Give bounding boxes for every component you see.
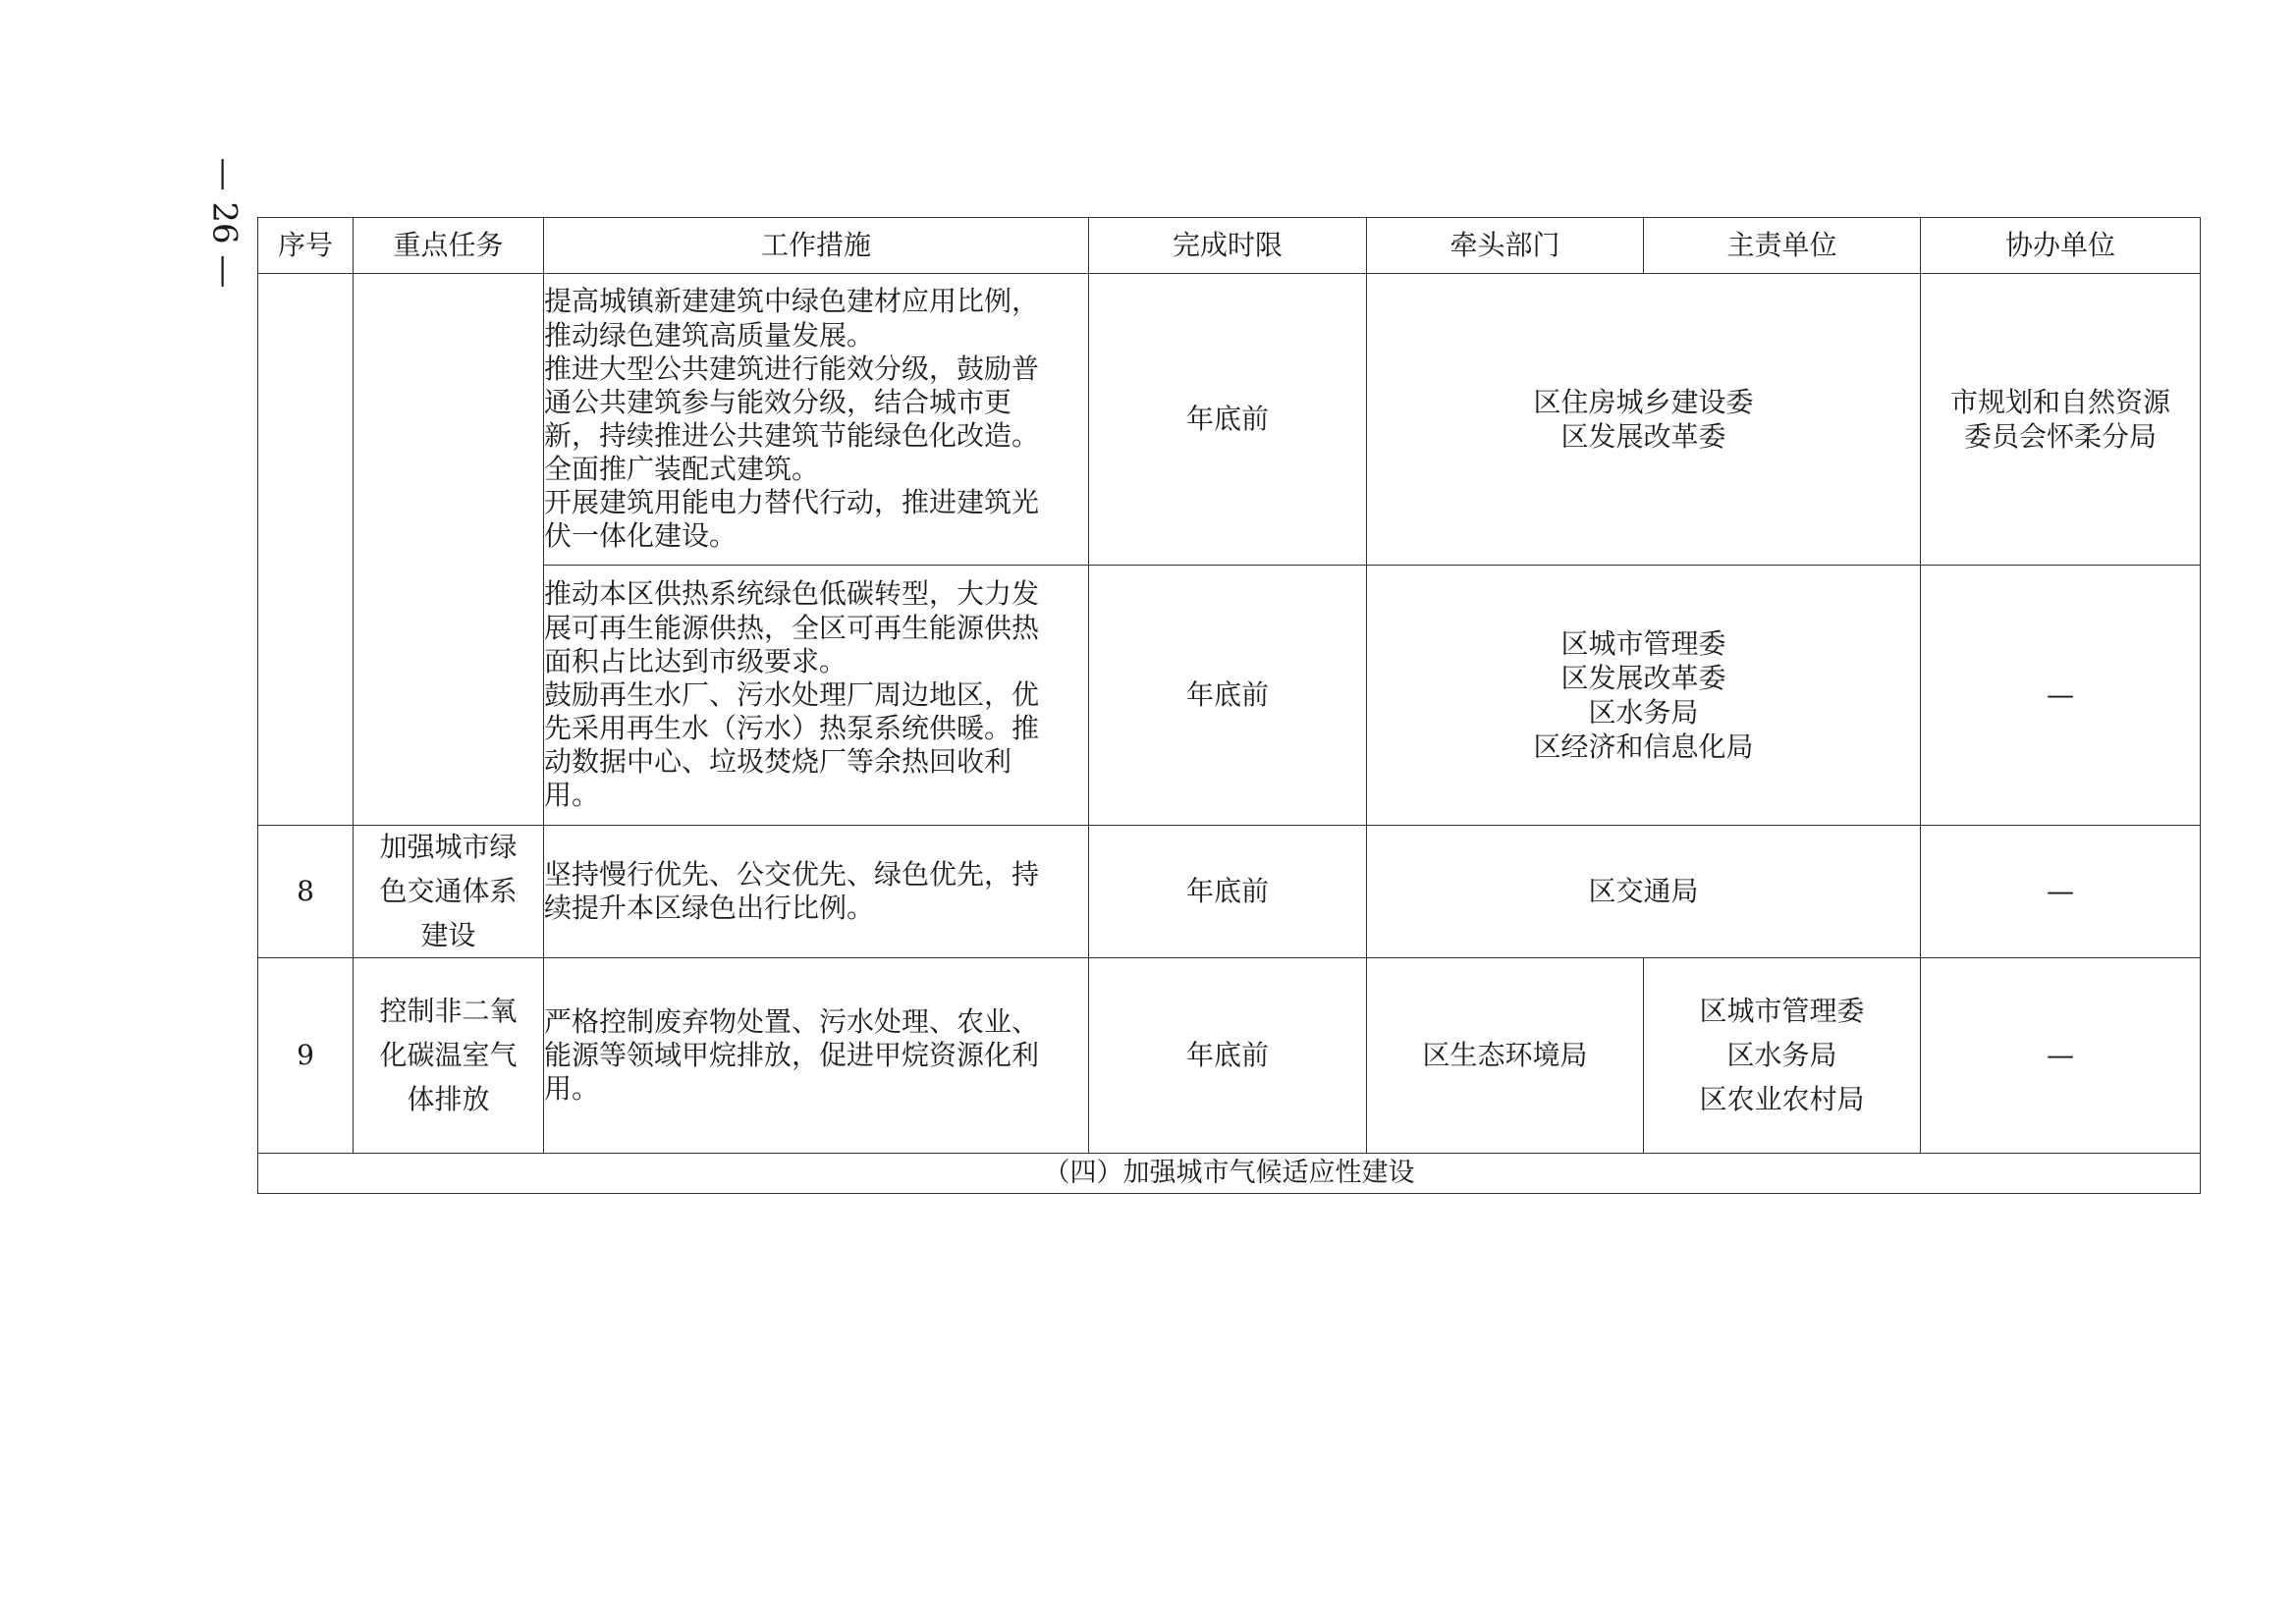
header-main-unit: 主责单位	[1644, 218, 1921, 274]
assist-line: 市规划和自然资源	[1949, 386, 2170, 418]
deadline-cell: 年底前	[1089, 274, 1367, 566]
header-deadline: 完成时限	[1089, 218, 1367, 274]
measure-line: 用。	[544, 1072, 600, 1106]
measure-line: 能源等领域甲烷排放，促进甲烷资源化利	[544, 1039, 1040, 1072]
measure-line: 坚持慢行优先、公交优先、绿色优先，持	[544, 858, 1040, 892]
header-seq: 序号	[258, 218, 354, 274]
measure-line: 开展建筑用能电力替代行动，推进建筑光	[544, 486, 1040, 519]
unit-line: 区水务局	[1726, 1038, 1837, 1071]
measures-cell	[544, 826, 1089, 958]
responsible-units-cell	[1367, 274, 1921, 566]
measure-line: 动数据中心、垃圾焚烧厂等余热回收利	[544, 745, 1012, 779]
main-unit-cell	[1644, 958, 1921, 1154]
measure-line: 续提升本区绿色出行比例。	[544, 892, 875, 925]
header-measures: 工作措施	[544, 218, 1089, 274]
section-row	[258, 1154, 2201, 1194]
unit-line: 区水务局	[1588, 696, 1699, 729]
page-number	[194, 139, 253, 306]
measure-line: 伏一体化建设。	[544, 519, 738, 553]
key-tasks-table	[257, 217, 2201, 1194]
task-cell-continued	[354, 274, 544, 826]
task-cell	[354, 958, 544, 1154]
measure-line: 鼓励再生水厂、污水处理厂周边地区，优	[544, 677, 1040, 711]
unit-line: 区城市管理委	[1699, 995, 1865, 1028]
measure-line: 先采用再生水（污水）热泵系统供暖。推	[544, 712, 1040, 745]
measure-line: 面积占比达到市级要求。	[544, 644, 847, 677]
table-header-row	[258, 218, 2201, 274]
measures-cell	[544, 958, 1089, 1154]
task-cell	[354, 826, 544, 958]
lead-dept-cell: 区生态环境局	[1367, 958, 1644, 1154]
unit-line: 区城市管理委	[1560, 627, 1726, 660]
task-line: 体排放	[407, 1082, 490, 1115]
table-row	[258, 566, 2201, 826]
assist-unit-cell: —	[1921, 566, 2201, 826]
table-row	[258, 826, 2201, 958]
assist-unit-cell	[1921, 274, 2201, 566]
deadline-cell: 年底前	[1089, 958, 1367, 1154]
assist-line: 委员会怀柔分局	[1963, 420, 2157, 453]
measure-line: 推动本区供热系统绿色低碳转型，大力发	[544, 577, 1040, 611]
header-task: 重点任务	[354, 218, 544, 274]
section-title: （四）加强城市气候适应性建设	[258, 1154, 2201, 1194]
measure-line: 提高城镇新建建筑中绿色建材应用比例，	[544, 285, 1040, 318]
measure-line: 严格控制废弃物处置、污水处理、农业、	[544, 1005, 1040, 1039]
assist-unit-cell: —	[1921, 958, 2201, 1154]
seq-cell-continued	[258, 274, 354, 826]
task-line: 加强城市绿	[379, 831, 518, 863]
deadline-cell: 年底前	[1089, 826, 1367, 958]
task-line: 色交通体系	[379, 874, 518, 907]
header-lead-dept: 牵头部门	[1367, 218, 1644, 274]
unit-line: 区住房城乡建设委	[1533, 386, 1754, 418]
page-number-text: — 26 —	[204, 157, 245, 289]
unit-line: 区发展改革委	[1560, 420, 1726, 453]
unit-line: 区发展改革委	[1560, 662, 1726, 694]
measure-line: 推进大型公共建筑进行能效分级，鼓励普	[544, 352, 1040, 385]
measures-cell	[544, 566, 1089, 826]
header-assist-unit: 协办单位	[1921, 218, 2201, 274]
responsible-units-cell	[1367, 566, 1921, 826]
table-row	[258, 274, 2201, 566]
seq-cell: 9	[258, 958, 354, 1154]
responsible-units-cell	[1367, 826, 1921, 958]
assist-unit-cell: —	[1921, 826, 2201, 958]
task-line: 化碳温室气	[379, 1038, 518, 1071]
measure-line: 展可再生能源供热，全区可再生能源供热	[544, 611, 1040, 644]
task-line: 控制非二氧	[379, 995, 518, 1028]
unit-line: 区交通局	[1588, 875, 1699, 908]
unit-line: 区经济和信息化局	[1533, 730, 1754, 763]
deadline-cell: 年底前	[1089, 566, 1367, 826]
measure-line: 推动绿色建筑高质量发展。	[544, 318, 875, 352]
table-row	[258, 958, 2201, 1154]
measure-line: 通公共建筑参与能效分级，结合城市更	[544, 385, 1012, 418]
measure-line: 全面推广装配式建筑。	[544, 453, 820, 486]
measure-line: 新，持续推进公共建筑节能绿色化改造。	[544, 419, 1040, 452]
unit-line: 区农业农村局	[1699, 1082, 1865, 1115]
task-line: 建设	[420, 918, 476, 951]
seq-cell: 8	[258, 826, 354, 958]
measures-cell	[544, 274, 1089, 566]
measure-line: 用。	[544, 779, 600, 812]
